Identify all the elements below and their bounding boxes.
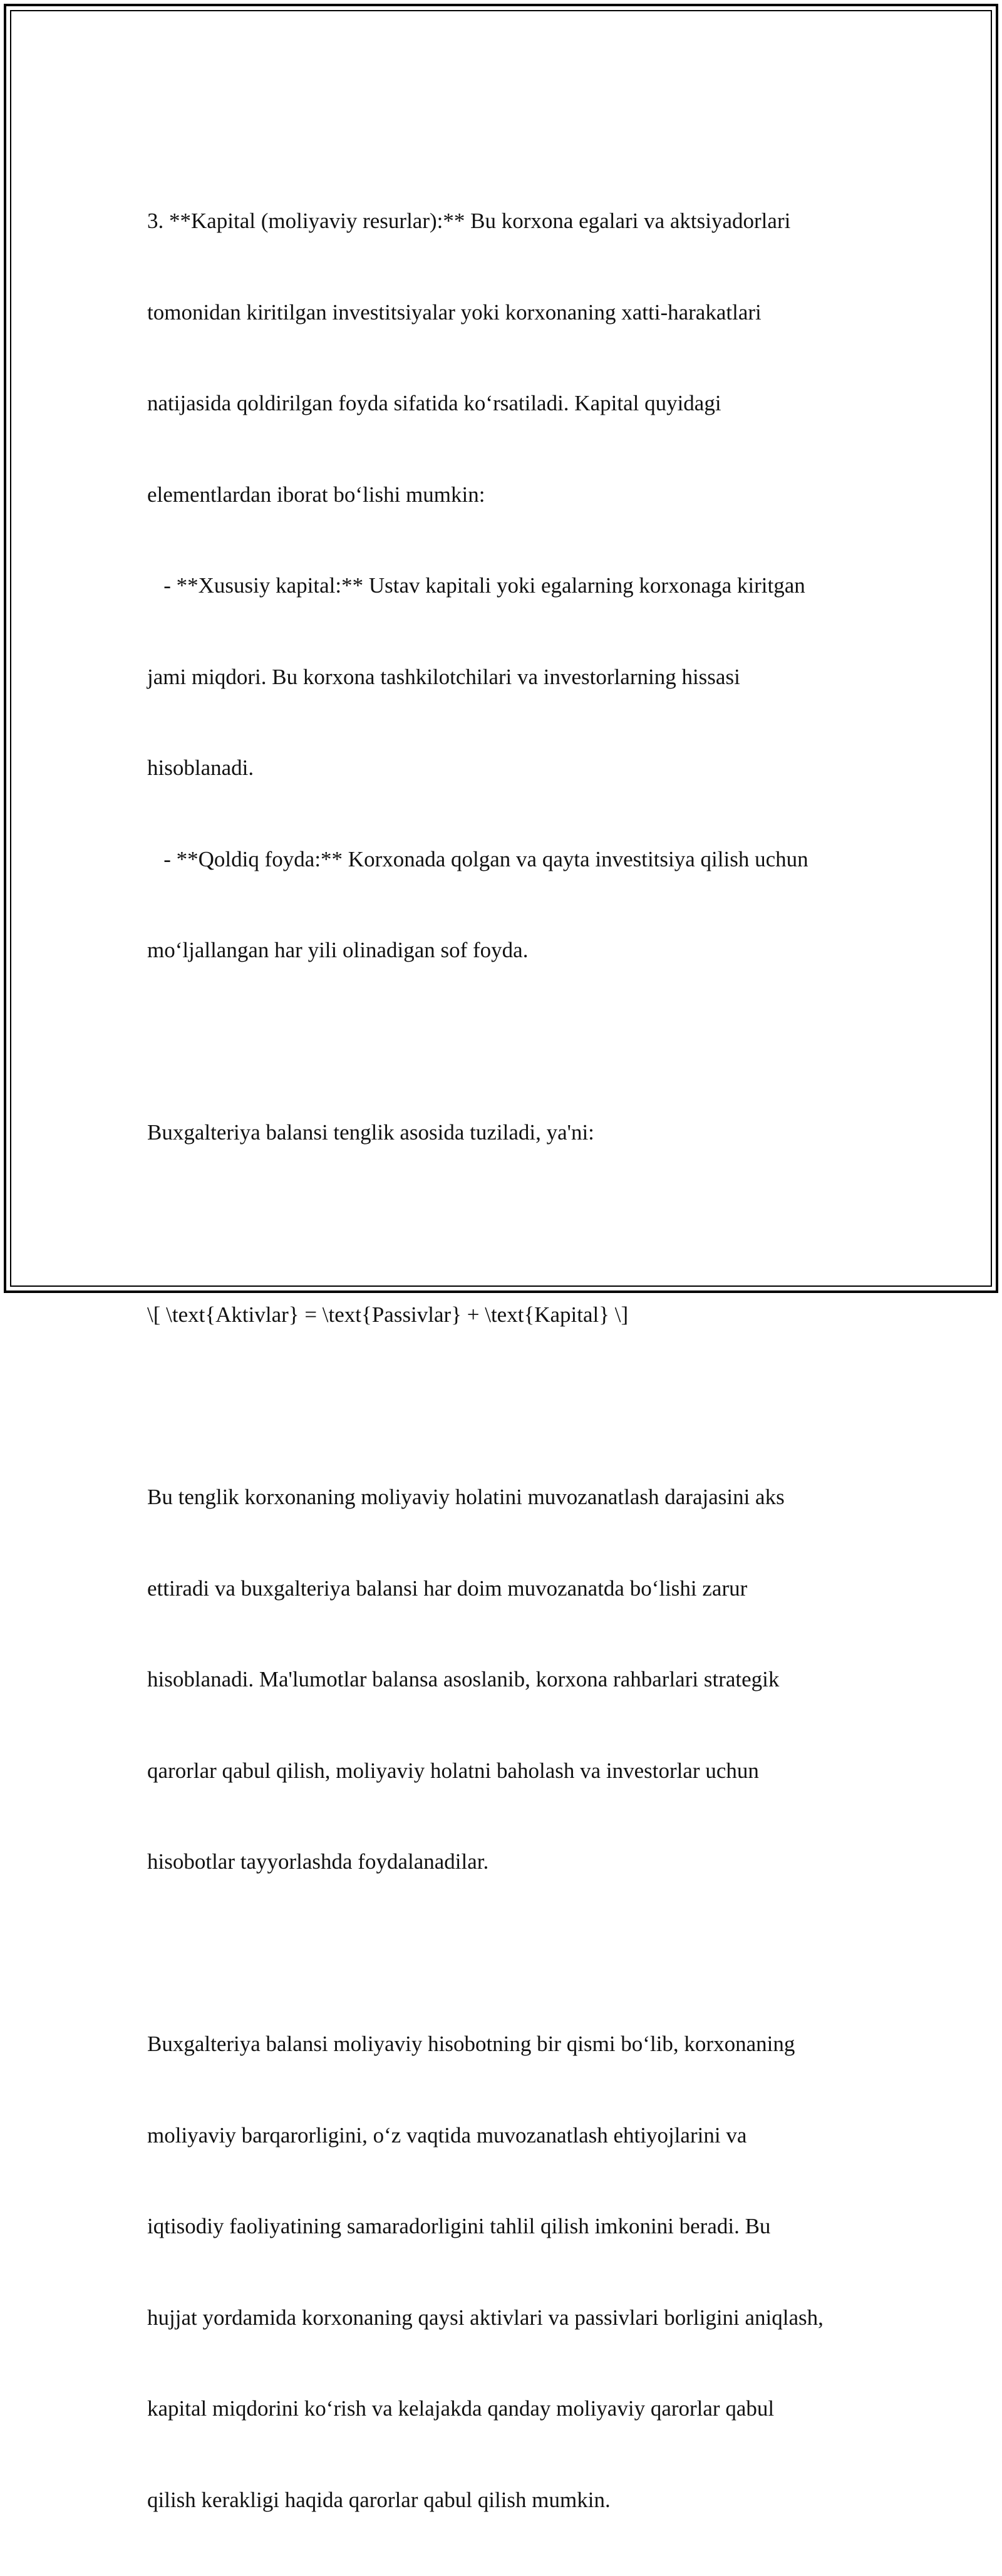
- text-line: moʻljallangan har yili olinadigan sof foyda.: [147, 938, 529, 962]
- formula-text: \[ \text{Aktivlar} = \text{Passivlar} + \text{Kapital} \]: [147, 1302, 629, 1327]
- text-line: jami miqdori. Bu korxona tashkilotchilari va investorlarning hissasi: [147, 664, 740, 689]
- text-line: Buxgalteriya balansi tenglik asosida tuziladi, ya'ni:: [147, 1120, 594, 1145]
- section-kapital: [147, 145, 874, 1027]
- text-line: 3. **Kapital (moliyaviy resurlar):** Bu korxona egalari va aktsiyadorlari: [147, 209, 791, 233]
- text-line: elementlardan iborat boʻlishi mumkin:: [147, 482, 485, 507]
- text-line: hisoblanadi. Ma'lumotlar balansa asoslanib, korxona rahbarlari strategik: [147, 1667, 780, 1691]
- text-line: Bu tenglik korxonaning moliyaviy holatini muvozanatlash darajasini aks: [147, 1485, 785, 1509]
- balance-formula: [147, 1239, 874, 1391]
- text-line: hisoblanadi.: [147, 756, 254, 780]
- balance-intro-paragraph: [147, 1057, 874, 1209]
- text-line: ettiradi va buxgalteriya balansi har doim muvozanatda boʻlishi zarur: [147, 1576, 748, 1601]
- text-line: hisobotlar tayyorlashda foydalanadilar.: [147, 1849, 489, 1874]
- text-line: - **Qoldiq foyda:** Korxonada qolgan va qayta investitsiya qilish uchun: [147, 846, 808, 871]
- text-line: natijasida qoldirilgan foyda sifatida koʻrsatiladi. Kapital quyidagi: [147, 391, 721, 415]
- document-body: [147, 145, 874, 2576]
- text-line: iqtisodiy faoliyatining samaradorligini tahlil qilish imkonini beradi. Bu: [147, 2214, 771, 2238]
- text-line: hujjat yordamida korxonaning qaysi aktivlari va passivlari borligini aniqlash,: [147, 2305, 824, 2330]
- text-line: moliyaviy barqarorligini, oʻz vaqtida muvozanatlash ehtiyojlarini va: [147, 2122, 747, 2148]
- text-line: - **Xususiy kapital:** Ustav kapitali yoki egalarning korxonaga kiritgan: [147, 573, 805, 598]
- conclusion-paragraph: [147, 1968, 874, 2576]
- equation-explanation-paragraph: [147, 1421, 874, 1938]
- text-line: qarorlar qabul qilish, moliyaviy holatni baholash va investorlar uchun: [147, 1758, 759, 1783]
- text-line: tomonidan kiritilgan investitsiyalar yoki korxonaning xatti-harakatlari: [147, 299, 762, 325]
- text-line: qilish kerakligi haqida qarorlar qabul qilish mumkin.: [147, 2487, 611, 2512]
- text-line: kapital miqdorini koʻrish va kelajakda qanday moliyaviy qarorlar qabul: [147, 2396, 775, 2421]
- text-line: Buxgalteriya balansi moliyaviy hisobotning bir qismi boʻlib, korxonaning: [147, 2032, 795, 2056]
